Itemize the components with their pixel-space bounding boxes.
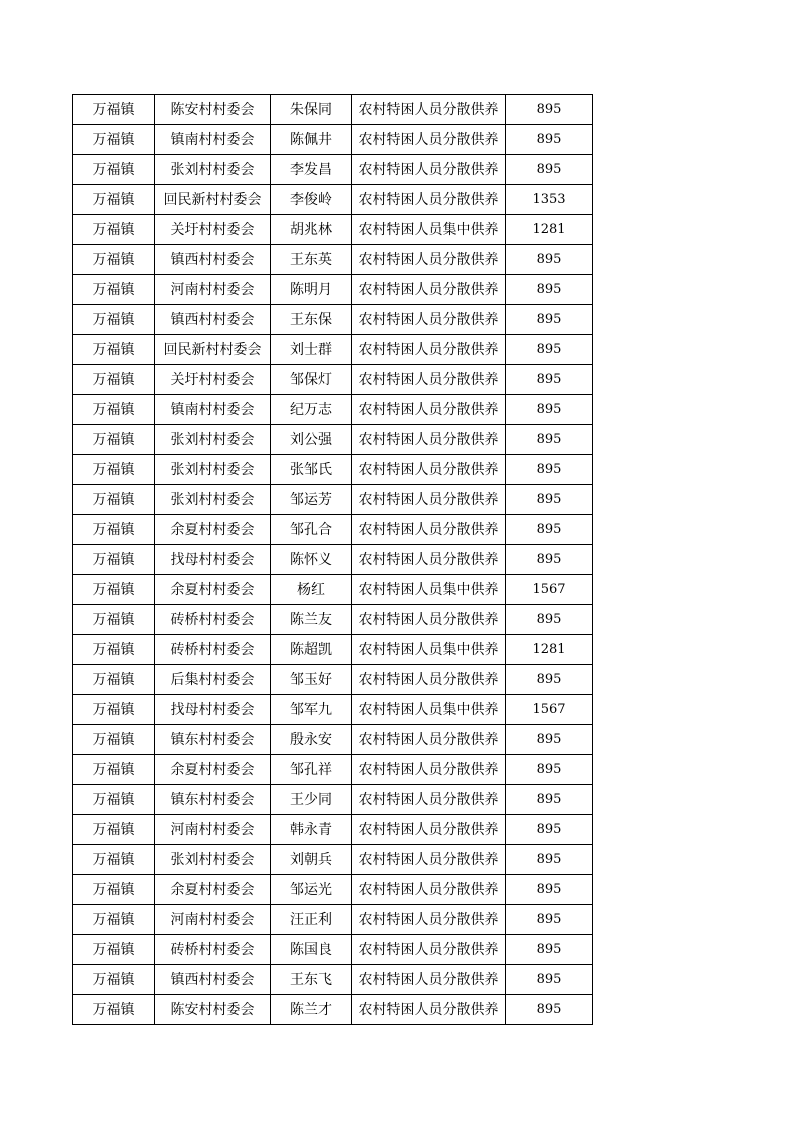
town-cell: 万福镇 [73, 485, 155, 515]
table-row [73, 995, 593, 1025]
amount-cell: 895 [506, 845, 593, 875]
person-name-cell: 胡兆林 [271, 215, 352, 245]
person-name-cell: 邹运光 [271, 875, 352, 905]
town-cell: 万福镇 [73, 815, 155, 845]
town-cell: 万福镇 [73, 185, 155, 215]
table-row [73, 815, 593, 845]
table-row [73, 365, 593, 395]
support-type-cell: 农村特困人员分散供养 [352, 455, 506, 485]
person-name-cell: 陈国良 [271, 935, 352, 965]
village-cell: 河南村村委会 [155, 275, 271, 305]
village-cell: 镇西村村委会 [155, 305, 271, 335]
town-cell: 万福镇 [73, 995, 155, 1025]
person-name-cell: 刘朝兵 [271, 845, 352, 875]
amount-cell: 895 [506, 785, 593, 815]
village-cell: 回民新村村委会 [155, 185, 271, 215]
table-row [73, 275, 593, 305]
person-name-cell: 刘士群 [271, 335, 352, 365]
village-cell: 张刘村村委会 [155, 845, 271, 875]
table-row [73, 875, 593, 905]
support-type-cell: 农村特困人员分散供养 [352, 155, 506, 185]
town-cell: 万福镇 [73, 365, 155, 395]
village-cell: 张刘村村委会 [155, 155, 271, 185]
person-name-cell: 刘公强 [271, 425, 352, 455]
town-cell: 万福镇 [73, 695, 155, 725]
support-type-cell: 农村特困人员分散供养 [352, 485, 506, 515]
amount-cell: 895 [506, 485, 593, 515]
amount-cell: 895 [506, 335, 593, 365]
person-name-cell: 邹运芳 [271, 485, 352, 515]
table-row [73, 155, 593, 185]
village-cell: 陈安村村委会 [155, 95, 271, 125]
support-type-cell: 农村特困人员集中供养 [352, 695, 506, 725]
table-row [73, 335, 593, 365]
person-name-cell: 杨红 [271, 575, 352, 605]
person-name-cell: 王少同 [271, 785, 352, 815]
amount-cell: 895 [506, 965, 593, 995]
support-type-cell: 农村特困人员分散供养 [352, 335, 506, 365]
table-body [73, 95, 593, 1025]
village-cell: 砖桥村村委会 [155, 635, 271, 665]
support-type-cell: 农村特困人员分散供养 [352, 245, 506, 275]
person-name-cell: 王东飞 [271, 965, 352, 995]
village-cell: 余夏村村委会 [155, 515, 271, 545]
town-cell: 万福镇 [73, 515, 155, 545]
person-name-cell: 殷永安 [271, 725, 352, 755]
village-cell: 陈安村村委会 [155, 995, 271, 1025]
town-cell: 万福镇 [73, 635, 155, 665]
amount-cell: 895 [506, 755, 593, 785]
support-type-cell: 农村特困人员分散供养 [352, 965, 506, 995]
town-cell: 万福镇 [73, 245, 155, 275]
beneficiary-table [72, 94, 593, 1025]
town-cell: 万福镇 [73, 935, 155, 965]
person-name-cell: 李发昌 [271, 155, 352, 185]
person-name-cell: 朱保同 [271, 95, 352, 125]
support-type-cell: 农村特困人员分散供养 [352, 395, 506, 425]
table-row [73, 605, 593, 635]
amount-cell: 895 [506, 455, 593, 485]
support-type-cell: 农村特困人员分散供养 [352, 845, 506, 875]
amount-cell: 895 [506, 725, 593, 755]
village-cell: 后集村村委会 [155, 665, 271, 695]
town-cell: 万福镇 [73, 875, 155, 905]
town-cell: 万福镇 [73, 605, 155, 635]
support-type-cell: 农村特困人员分散供养 [352, 815, 506, 845]
table-row [73, 125, 593, 155]
amount-cell: 1281 [506, 635, 593, 665]
table-row [73, 695, 593, 725]
support-type-cell: 农村特困人员分散供养 [352, 365, 506, 395]
village-cell: 找母村村委会 [155, 695, 271, 725]
amount-cell: 1281 [506, 215, 593, 245]
village-cell: 张刘村村委会 [155, 455, 271, 485]
table-row [73, 215, 593, 245]
table-row [73, 485, 593, 515]
amount-cell: 1353 [506, 185, 593, 215]
person-name-cell: 陈兰才 [271, 995, 352, 1025]
support-type-cell: 农村特困人员分散供养 [352, 95, 506, 125]
town-cell: 万福镇 [73, 335, 155, 365]
table-row [73, 755, 593, 785]
table-row [73, 455, 593, 485]
support-type-cell: 农村特困人员分散供养 [352, 605, 506, 635]
support-type-cell: 农村特困人员分散供养 [352, 185, 506, 215]
village-cell: 河南村村委会 [155, 905, 271, 935]
amount-cell: 895 [506, 515, 593, 545]
table-row [73, 905, 593, 935]
town-cell: 万福镇 [73, 545, 155, 575]
person-name-cell: 邹玉好 [271, 665, 352, 695]
table-row [73, 545, 593, 575]
support-type-cell: 农村特困人员分散供养 [352, 875, 506, 905]
support-type-cell: 农村特困人员分散供养 [352, 905, 506, 935]
support-type-cell: 农村特困人员分散供养 [352, 935, 506, 965]
support-type-cell: 农村特困人员分散供养 [352, 125, 506, 155]
amount-cell: 895 [506, 995, 593, 1025]
village-cell: 张刘村村委会 [155, 485, 271, 515]
person-name-cell: 汪正利 [271, 905, 352, 935]
table-row [73, 185, 593, 215]
amount-cell: 895 [506, 665, 593, 695]
amount-cell: 895 [506, 95, 593, 125]
town-cell: 万福镇 [73, 95, 155, 125]
village-cell: 关圩村村委会 [155, 215, 271, 245]
town-cell: 万福镇 [73, 965, 155, 995]
village-cell: 余夏村村委会 [155, 755, 271, 785]
town-cell: 万福镇 [73, 395, 155, 425]
person-name-cell: 邹保灯 [271, 365, 352, 395]
amount-cell: 895 [506, 935, 593, 965]
person-name-cell: 陈佩井 [271, 125, 352, 155]
person-name-cell: 邹孔祥 [271, 755, 352, 785]
amount-cell: 895 [506, 305, 593, 335]
amount-cell: 895 [506, 545, 593, 575]
support-type-cell: 农村特困人员分散供养 [352, 305, 506, 335]
village-cell: 镇南村村委会 [155, 395, 271, 425]
village-cell: 镇东村村委会 [155, 785, 271, 815]
support-type-cell: 农村特困人员分散供养 [352, 425, 506, 455]
amount-cell: 895 [506, 155, 593, 185]
amount-cell: 895 [506, 875, 593, 905]
person-name-cell: 陈兰友 [271, 605, 352, 635]
amount-cell: 895 [506, 365, 593, 395]
town-cell: 万福镇 [73, 905, 155, 935]
town-cell: 万福镇 [73, 215, 155, 245]
village-cell: 找母村村委会 [155, 545, 271, 575]
amount-cell: 895 [506, 815, 593, 845]
amount-cell: 1567 [506, 575, 593, 605]
table-row [73, 725, 593, 755]
person-name-cell: 邹孔合 [271, 515, 352, 545]
support-type-cell: 农村特困人员分散供养 [352, 515, 506, 545]
town-cell: 万福镇 [73, 425, 155, 455]
support-type-cell: 农村特困人员分散供养 [352, 545, 506, 575]
person-name-cell: 陈怀义 [271, 545, 352, 575]
town-cell: 万福镇 [73, 275, 155, 305]
town-cell: 万福镇 [73, 455, 155, 485]
town-cell: 万福镇 [73, 665, 155, 695]
village-cell: 镇南村村委会 [155, 125, 271, 155]
person-name-cell: 张邹氏 [271, 455, 352, 485]
amount-cell: 895 [506, 605, 593, 635]
table-row [73, 935, 593, 965]
town-cell: 万福镇 [73, 305, 155, 335]
town-cell: 万福镇 [73, 155, 155, 185]
person-name-cell: 纪万志 [271, 395, 352, 425]
support-type-cell: 农村特困人员分散供养 [352, 755, 506, 785]
village-cell: 余夏村村委会 [155, 575, 271, 605]
person-name-cell: 邹军九 [271, 695, 352, 725]
village-cell: 镇东村村委会 [155, 725, 271, 755]
village-cell: 张刘村村委会 [155, 425, 271, 455]
amount-cell: 895 [506, 905, 593, 935]
support-type-cell: 农村特困人员分散供养 [352, 725, 506, 755]
person-name-cell: 韩永青 [271, 815, 352, 845]
person-name-cell: 王东保 [271, 305, 352, 335]
table-row [73, 965, 593, 995]
table-row [73, 305, 593, 335]
table-row [73, 575, 593, 605]
town-cell: 万福镇 [73, 845, 155, 875]
town-cell: 万福镇 [73, 755, 155, 785]
support-type-cell: 农村特困人员分散供养 [352, 665, 506, 695]
village-cell: 砖桥村村委会 [155, 605, 271, 635]
amount-cell: 895 [506, 425, 593, 455]
support-type-cell: 农村特困人员分散供养 [352, 785, 506, 815]
town-cell: 万福镇 [73, 575, 155, 605]
town-cell: 万福镇 [73, 785, 155, 815]
table-row [73, 785, 593, 815]
table-row [73, 95, 593, 125]
town-cell: 万福镇 [73, 125, 155, 155]
table-row [73, 395, 593, 425]
document-page [72, 94, 593, 1025]
amount-cell: 895 [506, 395, 593, 425]
amount-cell: 895 [506, 275, 593, 305]
person-name-cell: 李俊岭 [271, 185, 352, 215]
support-type-cell: 农村特困人员集中供养 [352, 575, 506, 605]
amount-cell: 1567 [506, 695, 593, 725]
table-row [73, 635, 593, 665]
table-row [73, 845, 593, 875]
village-cell: 砖桥村村委会 [155, 935, 271, 965]
amount-cell: 895 [506, 125, 593, 155]
support-type-cell: 农村特困人员集中供养 [352, 215, 506, 245]
person-name-cell: 陈明月 [271, 275, 352, 305]
table-row [73, 665, 593, 695]
support-type-cell: 农村特困人员集中供养 [352, 635, 506, 665]
table-row [73, 245, 593, 275]
village-cell: 关圩村村委会 [155, 365, 271, 395]
town-cell: 万福镇 [73, 725, 155, 755]
village-cell: 镇西村村委会 [155, 245, 271, 275]
amount-cell: 895 [506, 245, 593, 275]
village-cell: 河南村村委会 [155, 815, 271, 845]
person-name-cell: 王东英 [271, 245, 352, 275]
table-row [73, 515, 593, 545]
village-cell: 回民新村村委会 [155, 335, 271, 365]
support-type-cell: 农村特困人员分散供养 [352, 275, 506, 305]
village-cell: 镇西村村委会 [155, 965, 271, 995]
table-row [73, 425, 593, 455]
support-type-cell: 农村特困人员分散供养 [352, 995, 506, 1025]
person-name-cell: 陈超凯 [271, 635, 352, 665]
village-cell: 余夏村村委会 [155, 875, 271, 905]
